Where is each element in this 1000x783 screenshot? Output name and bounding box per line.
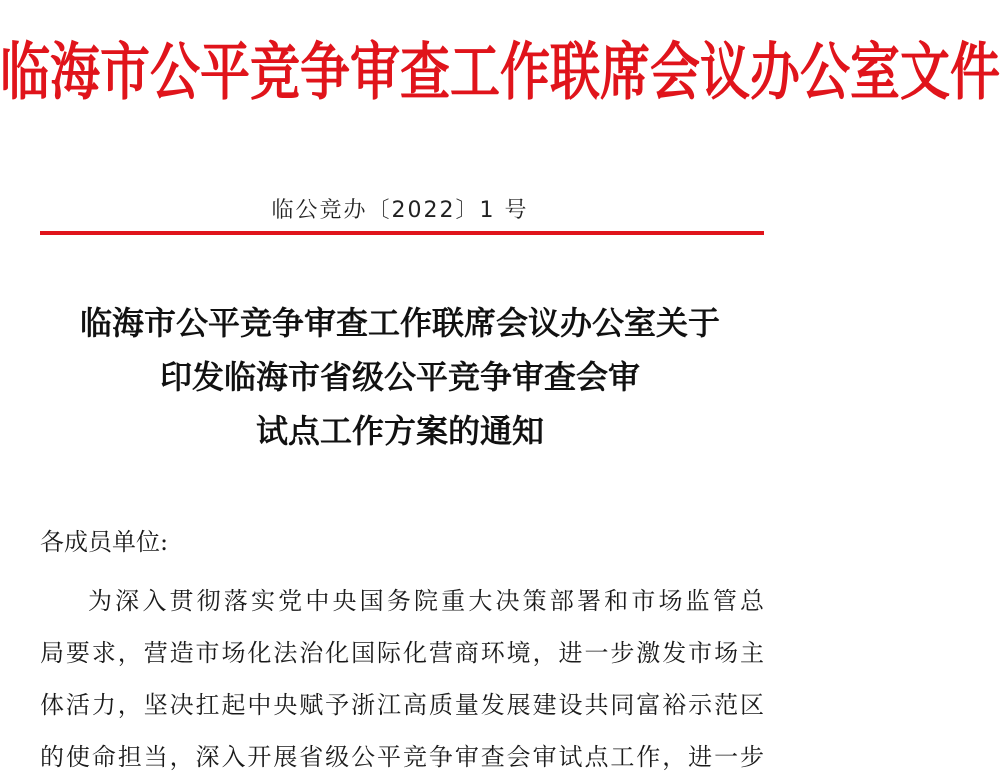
red-separator-line	[40, 231, 764, 235]
title-line: 临海市公平竞争审查工作联席会议办公室关于	[79, 304, 720, 342]
salutation: 各成员单位:	[40, 528, 169, 556]
body-line: 局要求，营造市场化法治化国际化营商环境，进一步激发市场主	[40, 639, 764, 667]
body-line: 体活力，坚决扛起中央赋予浙江高质量发展建设共同富裕示范区	[40, 691, 764, 719]
body-line: 为深入贯彻落实党中央国务院重大决策部署和市场监管总	[88, 587, 764, 615]
body-paragraph	[40, 575, 764, 783]
document-number: 临公竞办〔2022〕1 号	[271, 198, 529, 223]
title-line: 试点工作方案的通知	[255, 412, 544, 450]
notice-title	[0, 296, 800, 458]
title-line: 印发临海市省级公平竞争审查会审	[159, 358, 640, 396]
issuer-masthead: 临海市公平竞争审查工作联席会议办公室文件	[0, 35, 1000, 109]
body-line: 的使命担当，深入开展省级公平竞争审查会审试点工作，进一步	[40, 743, 764, 771]
